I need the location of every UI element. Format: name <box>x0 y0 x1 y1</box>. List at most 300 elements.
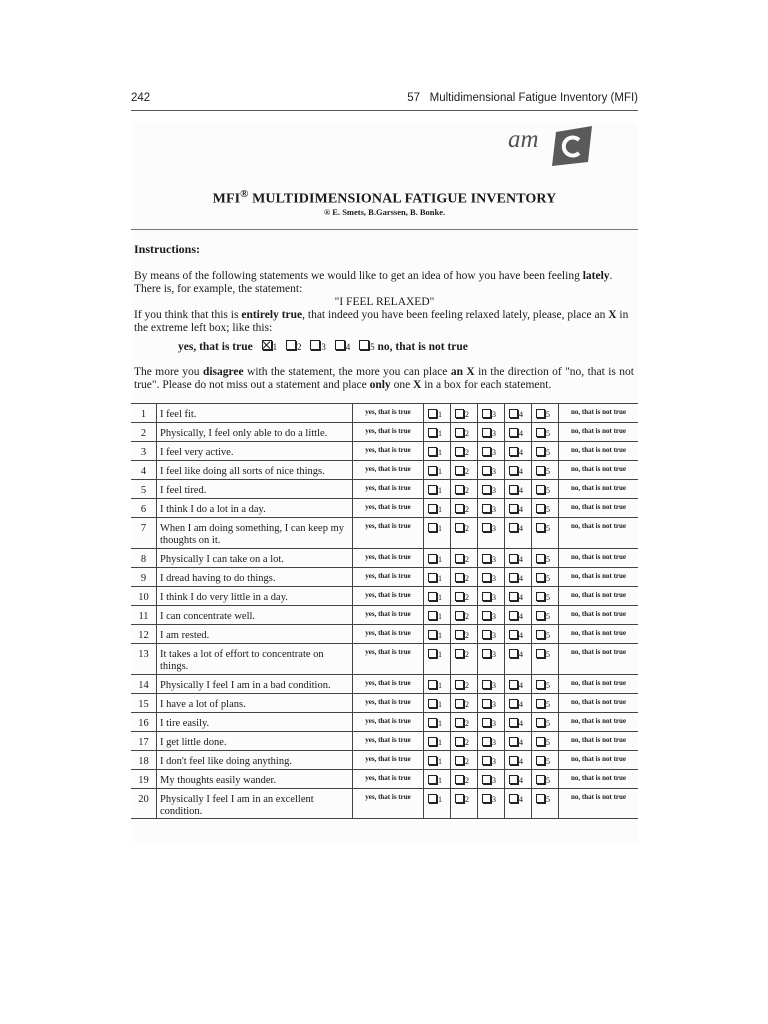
form-authors: ® E. Smets, B.Garssen, B. Bonke. <box>323 207 446 217</box>
option-3[interactable] <box>478 423 505 442</box>
checkbox-icon[interactable] <box>482 504 491 513</box>
option-3[interactable] <box>478 549 505 568</box>
option-1[interactable] <box>424 568 451 587</box>
checkbox-icon[interactable] <box>455 718 464 727</box>
checkbox-icon[interactable] <box>509 794 518 803</box>
option-5[interactable] <box>532 499 559 518</box>
checkbox-icon[interactable] <box>455 592 464 601</box>
checkbox-icon[interactable] <box>455 794 464 803</box>
option-number: 1 <box>438 738 442 747</box>
option-3[interactable] <box>478 675 505 694</box>
option-1[interactable] <box>424 770 451 789</box>
checkbox-icon[interactable] <box>482 409 491 418</box>
checkbox-icon[interactable] <box>509 775 518 784</box>
checkbox-icon[interactable] <box>428 523 437 532</box>
checkbox-icon[interactable] <box>428 485 437 494</box>
option-5[interactable] <box>532 518 559 549</box>
option-1[interactable] <box>424 499 451 518</box>
checkbox-icon[interactable] <box>509 523 518 532</box>
item-statement: I think I do very little in a day. <box>157 587 353 606</box>
option-1[interactable] <box>424 518 451 549</box>
checkbox-icon[interactable] <box>482 554 491 563</box>
option-2[interactable] <box>451 713 478 732</box>
option-1[interactable] <box>424 789 451 819</box>
option-1[interactable] <box>424 480 451 499</box>
option-3[interactable] <box>478 713 505 732</box>
checkbox-icon[interactable] <box>482 523 491 532</box>
option-3[interactable] <box>478 587 505 606</box>
option-2[interactable] <box>451 518 478 549</box>
checkbox-icon[interactable] <box>455 737 464 746</box>
example-box-icon <box>286 340 296 350</box>
option-2[interactable] <box>451 404 478 423</box>
scale-yes-label: yes, that is true <box>353 518 424 549</box>
option-3[interactable] <box>478 442 505 461</box>
option-1[interactable] <box>424 461 451 480</box>
option-1[interactable] <box>424 732 451 751</box>
option-number: 1 <box>438 410 442 419</box>
option-4[interactable] <box>505 568 532 587</box>
option-3[interactable] <box>478 568 505 587</box>
option-number: 5 <box>546 505 550 514</box>
checkbox-icon[interactable] <box>482 775 491 784</box>
option-2[interactable] <box>451 751 478 770</box>
item-number: 7 <box>131 518 157 549</box>
option-4[interactable] <box>505 404 532 423</box>
checkbox-icon[interactable] <box>536 504 545 513</box>
option-number: 4 <box>519 776 523 785</box>
option-5[interactable] <box>532 770 559 789</box>
item-statement: I dread having to do things. <box>157 568 353 587</box>
checkbox-icon[interactable] <box>536 699 545 708</box>
option-3[interactable] <box>478 751 505 770</box>
option-2[interactable] <box>451 606 478 625</box>
option-5[interactable] <box>532 751 559 770</box>
checkbox-icon[interactable] <box>455 428 464 437</box>
checkbox-icon[interactable] <box>428 447 437 456</box>
item-row <box>131 625 638 644</box>
option-5[interactable] <box>532 606 559 625</box>
option-number: 5 <box>546 593 550 602</box>
checkbox-icon[interactable] <box>455 554 464 563</box>
option-number: 2 <box>465 448 469 457</box>
scale-no-label: no, that is not true <box>559 751 639 770</box>
option-1[interactable] <box>424 549 451 568</box>
option-1[interactable] <box>424 751 451 770</box>
scale-yes-label: yes, that is true <box>353 568 424 587</box>
checkbox-icon[interactable] <box>455 649 464 658</box>
scale-yes-label: yes, that is true <box>353 606 424 625</box>
example-statement: "I FEEL RELAXED" <box>334 296 435 308</box>
item-statement: I am rested. <box>157 625 353 644</box>
form-title: MFI® MULTIDIMENSIONAL FATIGUE INVENTORY <box>212 188 557 207</box>
option-4[interactable] <box>505 606 532 625</box>
checkbox-icon[interactable] <box>428 573 437 582</box>
checkbox-icon[interactable] <box>509 611 518 620</box>
option-1[interactable] <box>424 675 451 694</box>
option-5[interactable] <box>532 713 559 732</box>
checkbox-icon[interactable] <box>482 794 491 803</box>
option-4[interactable] <box>505 789 532 819</box>
checkbox-icon[interactable] <box>455 466 464 475</box>
checkbox-icon[interactable] <box>509 554 518 563</box>
option-5[interactable] <box>532 549 559 568</box>
option-number: 4 <box>519 524 523 533</box>
checkbox-icon[interactable] <box>455 680 464 689</box>
option-number: 5 <box>546 574 550 583</box>
checkbox-icon[interactable] <box>428 756 437 765</box>
amc-logo <box>508 124 592 172</box>
checkbox-icon[interactable] <box>509 680 518 689</box>
item-statement: I can concentrate well. <box>157 606 353 625</box>
checkbox-icon[interactable] <box>428 611 437 620</box>
checkbox-icon[interactable] <box>428 794 437 803</box>
checkbox-icon[interactable] <box>482 447 491 456</box>
option-number: 2 <box>465 486 469 495</box>
checkbox-icon[interactable] <box>536 756 545 765</box>
item-row <box>131 606 638 625</box>
checkbox-icon[interactable] <box>455 775 464 784</box>
option-number: 2 <box>465 429 469 438</box>
option-number: 4 <box>519 612 523 621</box>
checkbox-icon[interactable] <box>536 775 545 784</box>
checkbox-icon[interactable] <box>428 428 437 437</box>
scale-no-label: no, that is not true <box>559 644 639 675</box>
item-statement: Physically I can take on a lot. <box>157 549 353 568</box>
checkbox-icon[interactable] <box>536 523 545 532</box>
checkbox-icon[interactable] <box>482 699 491 708</box>
option-number: 4 <box>519 631 523 640</box>
option-number: 3 <box>492 593 496 602</box>
option-1[interactable] <box>424 625 451 644</box>
item-number: 12 <box>131 625 157 644</box>
checkbox-icon[interactable] <box>455 756 464 765</box>
option-5[interactable] <box>532 404 559 423</box>
item-row <box>131 568 638 587</box>
item-row <box>131 713 638 732</box>
option-number: 5 <box>546 719 550 728</box>
checkbox-icon[interactable] <box>509 699 518 708</box>
checkbox-icon[interactable] <box>428 775 437 784</box>
checkbox-icon[interactable] <box>455 573 464 582</box>
checkbox-icon[interactable] <box>482 466 491 475</box>
item-statement: I don't feel like doing anything. <box>157 751 353 770</box>
option-number: 3 <box>492 486 496 495</box>
option-2[interactable] <box>451 644 478 675</box>
checkbox-icon[interactable] <box>536 447 545 456</box>
option-number: 5 <box>546 795 550 804</box>
checkbox-icon[interactable] <box>482 630 491 639</box>
option-number: 2 <box>465 719 469 728</box>
scale-no-label: no, that is not true <box>559 480 639 499</box>
scale-yes-label: yes, that is true <box>353 694 424 713</box>
item-number: 15 <box>131 694 157 713</box>
option-1[interactable] <box>424 606 451 625</box>
option-number: 2 <box>465 593 469 602</box>
option-5[interactable] <box>532 587 559 606</box>
option-number: 5 <box>546 429 550 438</box>
checkbox-icon[interactable] <box>482 592 491 601</box>
item-statement: My thoughts easily wander. <box>157 770 353 789</box>
scale-no-label: no, that is not true <box>559 606 639 625</box>
option-number: 3 <box>492 467 496 476</box>
item-number: 2 <box>131 423 157 442</box>
option-number: 5 <box>546 467 550 476</box>
checkbox-icon[interactable] <box>509 409 518 418</box>
option-3[interactable] <box>478 404 505 423</box>
scale-yes-label: yes, that is true <box>353 461 424 480</box>
item-number: 6 <box>131 499 157 518</box>
checkbox-icon[interactable] <box>536 428 545 437</box>
option-number: 3 <box>492 738 496 747</box>
item-row <box>131 732 638 751</box>
option-4[interactable] <box>505 713 532 732</box>
checkbox-icon[interactable] <box>536 718 545 727</box>
option-3[interactable] <box>478 518 505 549</box>
checkbox-icon[interactable] <box>455 409 464 418</box>
option-4[interactable] <box>505 675 532 694</box>
option-2[interactable] <box>451 423 478 442</box>
checkbox-icon[interactable] <box>509 649 518 658</box>
scale-no-label: no, that is not true <box>559 423 639 442</box>
option-5[interactable] <box>532 461 559 480</box>
option-3[interactable] <box>478 732 505 751</box>
checkbox-icon[interactable] <box>455 630 464 639</box>
checkbox-icon[interactable] <box>428 699 437 708</box>
option-2[interactable] <box>451 587 478 606</box>
option-4[interactable] <box>505 518 532 549</box>
option-4[interactable] <box>505 480 532 499</box>
item-row <box>131 423 638 442</box>
option-3[interactable] <box>478 770 505 789</box>
option-3[interactable] <box>478 480 505 499</box>
checkbox-icon[interactable] <box>536 554 545 563</box>
checkbox-icon[interactable] <box>428 554 437 563</box>
option-1[interactable] <box>424 713 451 732</box>
checkbox-icon[interactable] <box>428 680 437 689</box>
checkbox-icon[interactable] <box>482 485 491 494</box>
item-row <box>131 518 638 549</box>
checkbox-icon[interactable] <box>536 466 545 475</box>
item-statement: Physically, I feel only able to do a little. <box>157 423 353 442</box>
option-2[interactable] <box>451 789 478 819</box>
checkbox-icon[interactable] <box>509 447 518 456</box>
scale-no-label: no, that is not true <box>559 625 639 644</box>
checkbox-icon[interactable] <box>509 485 518 494</box>
option-1[interactable] <box>424 694 451 713</box>
checkbox-icon[interactable] <box>455 447 464 456</box>
scale-yes-label: yes, that is true <box>353 732 424 751</box>
item-row <box>131 789 638 819</box>
checkbox-icon[interactable] <box>428 504 437 513</box>
option-4[interactable] <box>505 499 532 518</box>
item-number: 14 <box>131 675 157 694</box>
option-number: 4 <box>519 719 523 728</box>
checkbox-icon[interactable] <box>428 630 437 639</box>
option-number: 2 <box>465 574 469 583</box>
page-header <box>131 92 638 108</box>
checkbox-icon[interactable] <box>482 737 491 746</box>
option-5[interactable] <box>532 732 559 751</box>
instructions-paragraph-2: If you think that this is entirely true, that indeed you have been feeling relaxed lately, please, place an X in the extreme left box; like this: <box>134 309 629 334</box>
option-1[interactable] <box>424 587 451 606</box>
option-4[interactable] <box>505 732 532 751</box>
option-3[interactable] <box>478 694 505 713</box>
option-4[interactable] <box>505 644 532 675</box>
checkbox-icon[interactable] <box>509 630 518 639</box>
option-number: 3 <box>492 719 496 728</box>
option-1[interactable] <box>424 404 451 423</box>
option-3[interactable] <box>478 461 505 480</box>
option-number: 5 <box>546 776 550 785</box>
checkbox-icon[interactable] <box>482 718 491 727</box>
option-1[interactable] <box>424 644 451 675</box>
checkbox-icon[interactable] <box>536 592 545 601</box>
checkbox-icon[interactable] <box>536 611 545 620</box>
checkbox-icon[interactable] <box>536 485 545 494</box>
option-number: 2 <box>465 555 469 564</box>
checkbox-icon[interactable] <box>509 718 518 727</box>
option-number: 1 <box>438 681 442 690</box>
checkbox-icon[interactable] <box>482 573 491 582</box>
checkbox-icon[interactable] <box>482 680 491 689</box>
option-number: 5 <box>546 631 550 640</box>
checkbox-icon[interactable] <box>509 504 518 513</box>
option-number: 4 <box>519 593 523 602</box>
option-5[interactable] <box>532 625 559 644</box>
option-number: 4 <box>519 429 523 438</box>
option-2[interactable] <box>451 461 478 480</box>
checkbox-icon[interactable] <box>482 756 491 765</box>
option-4[interactable] <box>505 442 532 461</box>
checkbox-icon[interactable] <box>509 756 518 765</box>
option-number: 4 <box>519 795 523 804</box>
instructions-paragraph-1: By means of the following statements we would like to get an idea of how you have been feeling lately. There is, for example, the statement: <box>134 270 613 295</box>
checkbox-icon[interactable] <box>428 409 437 418</box>
option-4[interactable] <box>505 461 532 480</box>
option-number: 3 <box>492 631 496 640</box>
option-4[interactable] <box>505 694 532 713</box>
checkbox-icon[interactable] <box>455 485 464 494</box>
option-2[interactable] <box>451 625 478 644</box>
checkbox-icon[interactable] <box>509 592 518 601</box>
option-4[interactable] <box>505 587 532 606</box>
option-4[interactable] <box>505 423 532 442</box>
checkbox-icon[interactable] <box>509 573 518 582</box>
option-2[interactable] <box>451 770 478 789</box>
checkbox-icon[interactable] <box>482 428 491 437</box>
option-2[interactable] <box>451 442 478 461</box>
option-1[interactable] <box>424 442 451 461</box>
scale-no-label: no, that is not true <box>559 568 639 587</box>
option-4[interactable] <box>505 549 532 568</box>
option-5[interactable] <box>532 694 559 713</box>
option-number: 5 <box>546 700 550 709</box>
option-number: 1 <box>438 467 442 476</box>
checkbox-icon[interactable] <box>428 592 437 601</box>
checkbox-icon[interactable] <box>509 428 518 437</box>
option-2[interactable] <box>451 549 478 568</box>
option-1[interactable] <box>424 423 451 442</box>
option-2[interactable] <box>451 499 478 518</box>
item-row <box>131 549 638 568</box>
checkbox-icon[interactable] <box>455 699 464 708</box>
option-5[interactable] <box>532 675 559 694</box>
option-number: 2 <box>465 776 469 785</box>
option-number: 1 <box>438 631 442 640</box>
checkbox-icon[interactable] <box>536 680 545 689</box>
item-statement: I tire easily. <box>157 713 353 732</box>
scale-no-label: no, that is not true <box>559 518 639 549</box>
option-number: 4 <box>519 757 523 766</box>
option-2[interactable] <box>451 480 478 499</box>
checkbox-icon[interactable] <box>455 504 464 513</box>
checkbox-icon[interactable] <box>536 573 545 582</box>
option-5[interactable] <box>532 442 559 461</box>
checkbox-icon[interactable] <box>536 630 545 639</box>
option-number: 3 <box>492 776 496 785</box>
scale-no-label: no, that is not true <box>559 587 639 606</box>
scale-yes-label: yes, that is true <box>353 404 424 423</box>
checkbox-icon[interactable] <box>428 718 437 727</box>
option-5[interactable] <box>532 423 559 442</box>
item-row <box>131 587 638 606</box>
checkbox-icon[interactable] <box>482 649 491 658</box>
item-statement: Physically I feel I am in an excellent condition. <box>157 789 353 819</box>
option-3[interactable] <box>478 789 505 819</box>
checkbox-icon[interactable] <box>509 737 518 746</box>
option-5[interactable] <box>532 480 559 499</box>
header-divider <box>131 110 638 111</box>
checkbox-icon[interactable] <box>536 737 545 746</box>
item-row <box>131 694 638 713</box>
checkbox-icon[interactable] <box>509 466 518 475</box>
option-5[interactable] <box>532 789 559 819</box>
option-2[interactable] <box>451 694 478 713</box>
option-2[interactable] <box>451 568 478 587</box>
checkbox-icon[interactable] <box>428 649 437 658</box>
option-4[interactable] <box>505 625 532 644</box>
scale-no-label: no, that is not true <box>559 549 639 568</box>
checkbox-icon[interactable] <box>455 611 464 620</box>
scale-yes-label: yes, that is true <box>353 499 424 518</box>
checkbox-icon[interactable] <box>482 611 491 620</box>
option-2[interactable] <box>451 732 478 751</box>
checkbox-icon[interactable] <box>428 737 437 746</box>
option-3[interactable] <box>478 644 505 675</box>
option-2[interactable] <box>451 675 478 694</box>
checkbox-icon[interactable] <box>455 523 464 532</box>
option-number: 3 <box>492 795 496 804</box>
option-3[interactable] <box>478 499 505 518</box>
option-4[interactable] <box>505 770 532 789</box>
option-3[interactable] <box>478 606 505 625</box>
checkbox-icon[interactable] <box>536 409 545 418</box>
option-4[interactable] <box>505 751 532 770</box>
option-5[interactable] <box>532 568 559 587</box>
option-number: 2 <box>465 505 469 514</box>
checkbox-icon[interactable] <box>536 794 545 803</box>
checkbox-icon[interactable] <box>428 466 437 475</box>
item-statement: I get little done. <box>157 732 353 751</box>
option-5[interactable] <box>532 644 559 675</box>
scale-no-label: no, that is not true <box>559 404 639 423</box>
scale-yes-label: yes, that is true <box>353 675 424 694</box>
option-number: 5 <box>546 448 550 457</box>
option-3[interactable] <box>478 625 505 644</box>
item-statement: I feel very active. <box>157 442 353 461</box>
checkbox-icon[interactable] <box>536 649 545 658</box>
